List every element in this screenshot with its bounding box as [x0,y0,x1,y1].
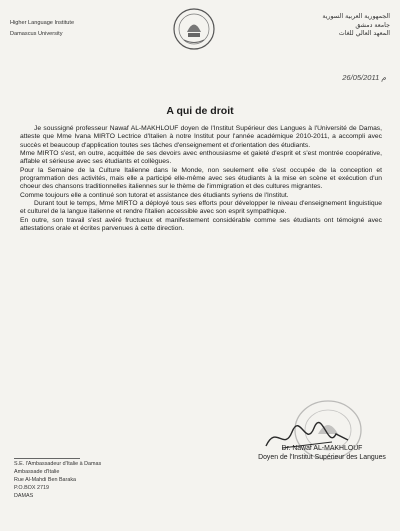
institute-header-left [10,18,74,40]
address-line-1: S.E. l'Ambassadeur d'Italie à Damas [14,461,102,467]
letter-body [20,125,382,233]
address-line-4: P.O.BOX 2719 [14,485,49,492]
header-right-line-2: جامعة دمشق [355,21,390,29]
signature-block [252,445,392,462]
paragraph-1: Je soussigné professeur Nawaf AL-MAKHLOUF doyen de l'Institut Supérieur des Langues à l'Université de Damas, atteste que Mme Ivana MIRTO Lectrice d'Italien à notre Institut pour l'année académique 2010-2011, a accompli avec succès et beaucoup d'application toutes ses tâches d'enseignement et d'orientation des étudiants. [20,125,382,149]
address-line-5: DAMAS [14,493,34,500]
header-left-line-1: Higher Language Institute [10,20,75,26]
signatory-role: Doyen de l'Institut Supérieur des Langues [258,453,386,461]
address-line-3: Rue Al-Mahdi Ben Baraka [14,477,77,484]
paragraph-3: Pour la Semaine de la Culture Italienne dans le Monde, non seulement elle s'est occupée de la conception et programmation des activités, mais elle a participé elle-même avec ses étudiants à la mise en scène et exécution d'un choeur des chansons traditionnelles italiennes sur le thème de l'immigration et des cultures migrantes. [20,166,382,191]
recipient-address [14,460,101,500]
letter-date: 26/05/2011 م [342,73,386,82]
institute-header-right [322,13,390,39]
header-right-line-3: المعهد العالي للغات [338,30,390,37]
header-right-line-1: الجمهورية العربية السورية [322,13,390,20]
letter-title: A qui de droit [166,105,234,117]
university-seal-icon [172,7,216,51]
paragraph-2: Mme MIRTO s'est, en outre, acquittée de ses devoirs avec enthousiasme et gaieté d'esprit et s'est montrée coopérative, affable et sérieuse avec ses étudiants et collègues. [20,150,382,166]
signatory-name: Dr. Nawaf AL-MAKHLOUF [281,445,363,452]
header-left-line-2: Damascus University [10,31,63,37]
paragraph-6: En outre, son travail s'est avéré fructueux et manifestement considérable comme ses étudiants ont témoigné avec attestations orale et écrites parvenues à cette direction. [20,216,382,233]
address-line-2: Ambassade d'Italie [14,469,60,476]
paragraph-4: Comme toujours elle a continué son tutorat et assistance des étudiants syriens de l'Institut. [20,191,289,199]
footer-divider [14,458,80,459]
paragraph-5: Durant tout le temps, Mme MIRTO a déployé tous ses efforts pour développer le niveau d'enseignement linguistique et culturel de la langue italienne et rendre l'italien accessible avec son esprit sympathique. [20,200,382,216]
